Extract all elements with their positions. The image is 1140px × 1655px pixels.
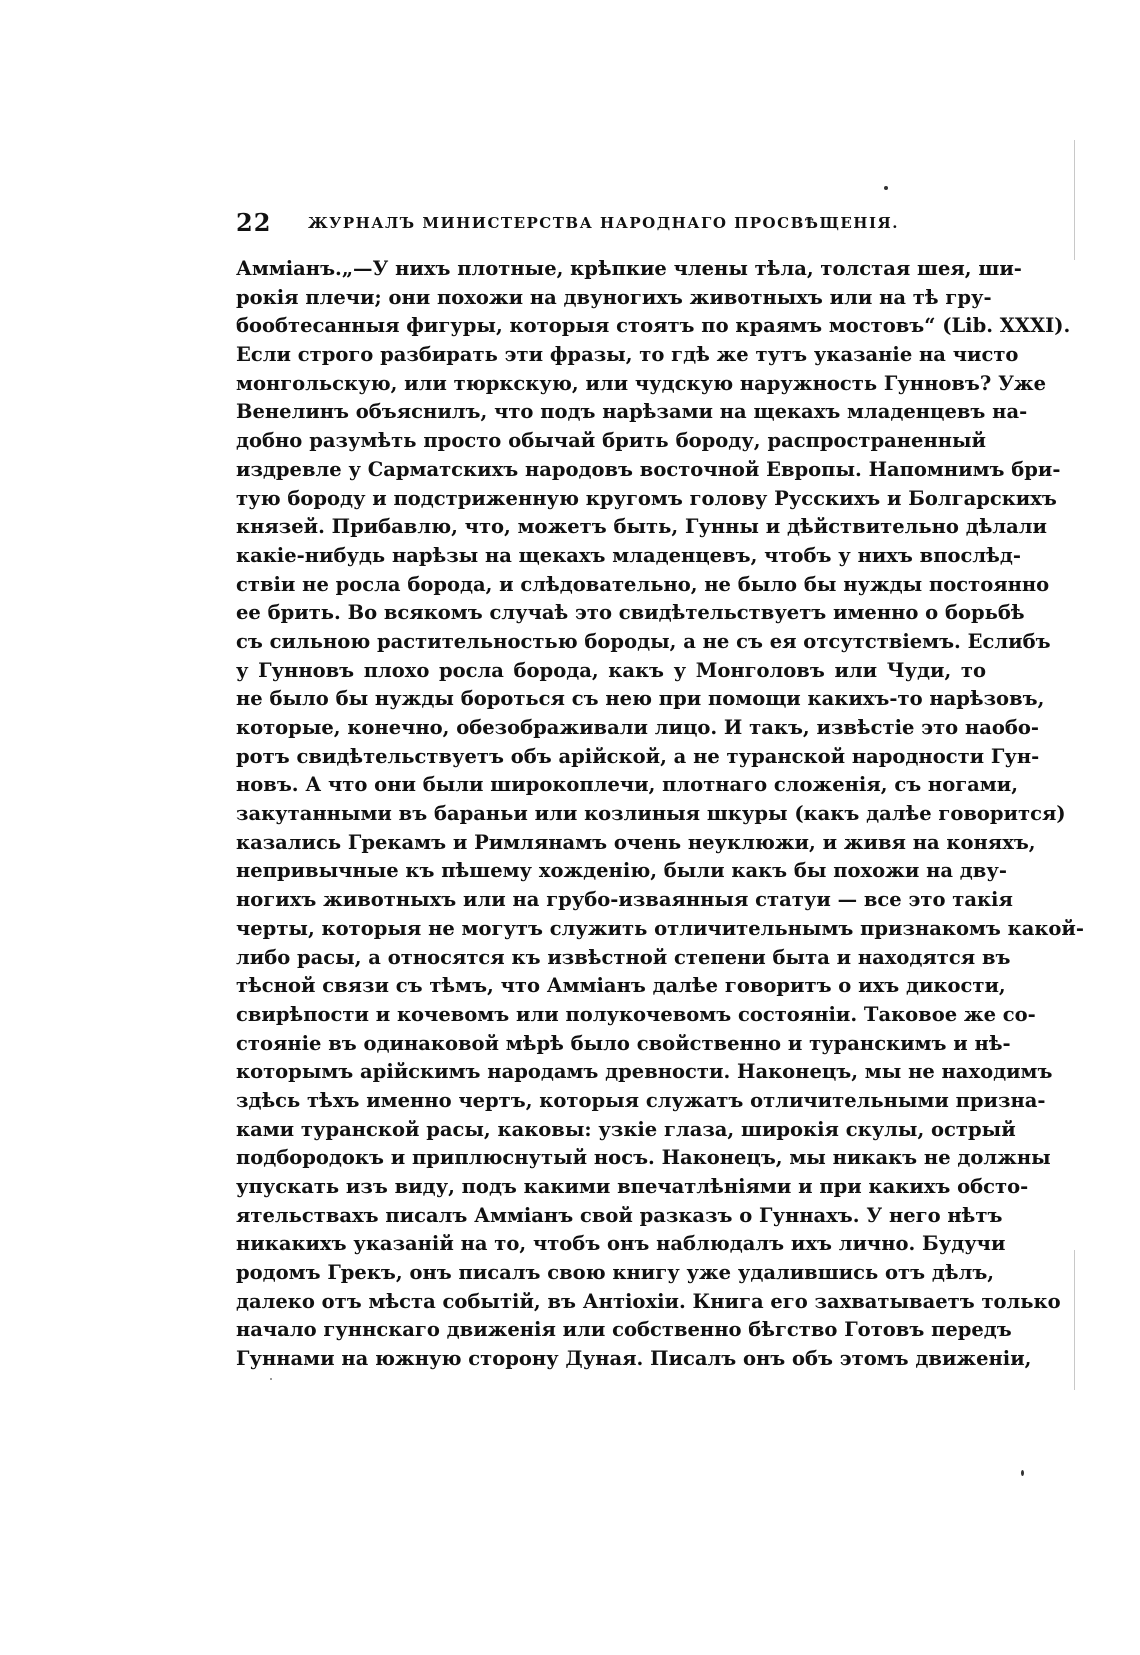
body-text (236, 255, 1084, 1374)
scan-speck (1021, 1470, 1024, 1476)
text-line: упускать изъ виду, подъ какими впечатлѣнiями и при какихъ обсто- (236, 1175, 1029, 1198)
page-number: 22 (236, 208, 272, 237)
margin-scan-line (1074, 1250, 1075, 1390)
text-line: казались Грекамъ и Римлянамъ очень неуклюжи, и живя на коняхъ, (236, 830, 1036, 854)
text-line: ее брить. Во всякомъ случаѣ это свидѣтельствуетъ именно о борьбѣ (236, 601, 1025, 625)
text-line: съ сильною растительностью бороды, а не съ ея отсутствiемъ. Еслибъ (236, 629, 1051, 653)
text-line: Если строго разбирать эти фразы, то гдѣ же тутъ указанiе на чисто (236, 343, 1019, 367)
text-line: ками туранской расы, каковы: узкiе глаза, широкiя скулы, острый (236, 1117, 1016, 1141)
text-line: у Гунновъ плохо росла борода, какъ у Монголовъ или Чуди, то (236, 658, 986, 682)
page-header (236, 208, 978, 238)
text-line: родомъ Грекъ, онъ писалъ свою книгу уже удалившись отъ дѣлъ, (236, 1261, 995, 1285)
text-line: не было бы нужды бороться съ нею при помощи какихъ-то нарѣзовъ, (236, 687, 1045, 711)
scan-speck (884, 186, 888, 190)
text-line: свирѣпости и кочевомъ или полукочевомъ состоянiи. Таковое же со- (236, 1002, 1036, 1026)
text-line: рокiя плечи; они похожи на двуногихъ животныхъ или на тѣ гру- (236, 285, 992, 309)
text-line: издревле у Сарматскихъ народовъ восточной Европы. Напомнимъ бри- (236, 457, 1061, 481)
text-line: стоянiе въ одинаковой мѣрѣ было свойственно и туранскимъ и нѣ- (236, 1031, 1011, 1055)
text-line: ятельствахъ писалъ Аммiанъ свой разказъ о Гуннахъ. У него нѣтъ (236, 1203, 1003, 1227)
text-line: князей. Прибавлю, что, можетъ быть, Гунны и дѣйствительно дѣлали (236, 515, 1048, 539)
text-line: ногихъ животныхъ или на грубо-изваянныя статуи — все это такiя (236, 888, 1013, 912)
text-line: Гуннами на южную сторону Дуная. Писалъ онъ объ этомъ движенiи, (236, 1347, 1032, 1371)
text-line: непривычные къ пѣшему хожденiю, были какъ бы похожи на дву- (236, 859, 1007, 883)
text-line: тую бороду и подстриженную кругомъ голову Русскихъ и Болгарскихъ (236, 486, 1057, 510)
scan-speck (270, 1378, 272, 1380)
text-line: Аммiанъ.„—У нихъ плотные, крѣпкие члены тѣла, толстая шея, ши- (236, 257, 1022, 280)
text-line: монгольскую, или тюркскую, или чудскую наружность Гунновъ? Уже (236, 371, 1046, 395)
text-line: ствiи не росла борода, и слѣдовательно, не было бы нужды постоянно (236, 572, 1050, 596)
running-title: ЖУРНАЛЪ МИНИСТЕРСТВА НАРОДНАГО ПРОСВѢЩЕНІЯ. (308, 214, 899, 232)
text-line: бообтесанныя фигуры, которыя стоятъ по краямъ мостовъ“ (Lib. XXXI). (236, 314, 1071, 338)
text-line: черты, которыя не могутъ служить отличительнымъ признакомъ какой- (236, 916, 1084, 940)
text-line: подбородокъ и приплюснутый носъ. Наконецъ, мы никакъ не должны (236, 1146, 1051, 1170)
margin-scan-line (1074, 140, 1075, 260)
text-line: Венелинъ объяснилъ, что подъ нарѣзами на щекахъ младенцевъ на- (236, 400, 1028, 424)
text-line: какiе-нибудь нарѣзы на щекахъ младенцевъ, чтобъ у нихъ впослѣд- (236, 543, 1021, 567)
text-line: либо расы, а относятся къ извѣстной степени быта и находятся въ (236, 945, 1011, 969)
text-line: закутанными въ бараньи или козлиныя шкуры (какъ далѣе говорится) (236, 802, 1066, 826)
text-line: никакихъ указанiй на то, чтобъ онъ наблюдалъ ихъ лично. Будучи (236, 1232, 1006, 1256)
text-line: добно разумѣть просто обычай брить бороду, распространенный (236, 429, 986, 453)
text-line: новъ. А что они были широкоплечи, плотнаго сложенiя, съ ногами, (236, 773, 1018, 797)
text-line: начало гуннскаго движенiя или собственно бѣгство Готовъ передъ (236, 1318, 1012, 1342)
text-line: далеко отъ мѣста событiй, въ Антiохiи. Книга его захватываетъ только (236, 1289, 1061, 1313)
text-line: которые, конечно, обезображивали лицо. И такъ, извѣстiе это наобо- (236, 716, 1039, 739)
text-line: здѣсь тѣхъ именно чертъ, которыя служатъ отличительными призна- (236, 1088, 1046, 1112)
text-line: которымъ арiйскимъ народамъ древности. Наконецъ, мы не находимъ (236, 1060, 1053, 1084)
text-line: тѣсной связи съ тѣмъ, что Аммiанъ далѣе говоритъ о ихъ дикости, (236, 974, 1006, 998)
text-line: ротъ свидѣтельствуетъ объ арiйской, а не туранской народности Гун- (236, 744, 1040, 768)
